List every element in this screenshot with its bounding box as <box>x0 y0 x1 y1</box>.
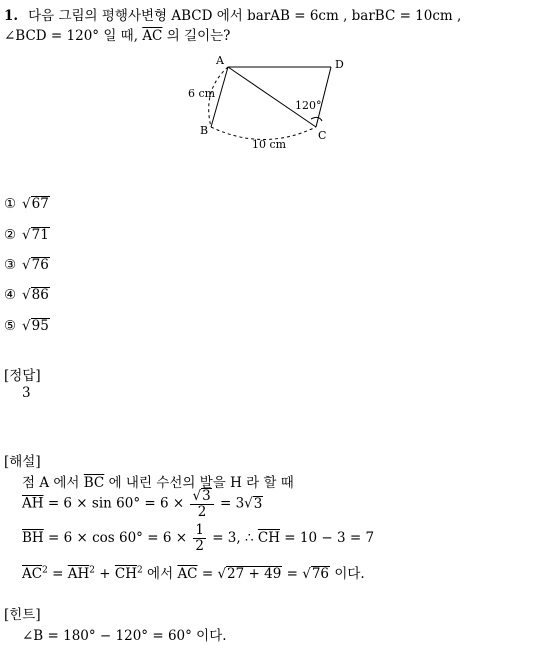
question-text-1: 다음 그림의 평행사변형 ABCD 에서 barAB = 6cm , barBC = 10cm , <box>28 8 462 24</box>
expl-text: = <box>201 566 214 582</box>
expl-ah: $\overline{AH}$ <box>22 495 44 512</box>
expl-ah: $\overline{AH}$ <box>67 566 90 582</box>
exponent: 2 <box>42 565 48 576</box>
radicand: 3 <box>253 495 263 512</box>
expl-text: = 6 × cos 60° = 6 × <box>48 530 188 546</box>
label-ab-length: 6 cm <box>188 87 216 100</box>
choice-radicand: 86 <box>31 287 49 303</box>
question-end-text: 의 길이는? <box>166 28 231 44</box>
fraction-1-over-2 <box>193 523 206 554</box>
choice-5[interactable] <box>4 318 50 334</box>
label-bc-length: 10 cm <box>252 138 287 151</box>
sqrt-symbol: √ <box>244 495 253 512</box>
choice-mark: ② <box>4 227 17 243</box>
hint-text: ∠B = 180° − 120° = 60° 이다. <box>22 628 227 644</box>
diagonal-ac <box>228 67 316 127</box>
expl-ch: $\overline{CH}$ <box>114 566 138 582</box>
question-ac: $\overline{AC}$ <box>142 28 163 44</box>
exponent: 2 <box>89 565 95 576</box>
expl-text: = <box>52 566 64 582</box>
fraction-denominator: 2 <box>195 538 204 554</box>
question-line-1 <box>4 4 461 24</box>
sqrt-symbol: √ <box>217 566 227 582</box>
expl-bh: $\overline{BH}$ <box>22 530 44 546</box>
expl-text: 에서 <box>147 566 174 582</box>
radicand: 3 <box>202 488 211 504</box>
label-d: D <box>335 58 344 71</box>
expl-ac: $\overline{AC}$ <box>22 566 43 582</box>
choice-2[interactable] <box>4 227 50 243</box>
label-b: B <box>200 124 209 137</box>
choice-3[interactable] <box>4 257 50 273</box>
hint-title: [힌트] <box>4 607 41 623</box>
expl-text: 이다. <box>334 566 365 582</box>
choice-1[interactable] <box>4 196 50 212</box>
choice-radicand: 67 <box>31 196 49 212</box>
expl-text: = 6 × sin 60° = 6 × <box>47 495 185 512</box>
expl-text: 에 내린 수선의 발을 H 라 할 때 <box>108 475 294 491</box>
sqrt-symbol: √ <box>302 566 311 582</box>
label-angle-120: 120° <box>295 99 322 112</box>
choice-radicand: 76 <box>31 257 49 273</box>
answer-title: [정답] <box>4 368 41 384</box>
choice-mark: ③ <box>4 257 17 273</box>
exponent: 2 <box>137 565 143 576</box>
label-c: C <box>318 129 327 142</box>
radicand: 76 <box>311 566 330 582</box>
choice-radicand: 95 <box>31 318 49 334</box>
choice-mark: ④ <box>4 287 17 303</box>
choice-mark: ① <box>4 196 17 212</box>
explanation-line-2 <box>22 488 263 520</box>
expl-ac: $\overline{AC}$ <box>177 566 198 582</box>
expl-ch: $\overline{CH}$ <box>257 530 280 546</box>
fraction-numerator: 1 <box>195 522 204 538</box>
question-line-2 <box>4 24 230 44</box>
expl-bc: $\overline{BC}$ <box>83 475 105 491</box>
sqrt-symbol: √ <box>22 227 31 243</box>
question-number: 1. <box>4 8 19 24</box>
sqrt-symbol: √ <box>22 196 31 212</box>
radicand: 27 + 49 <box>227 566 282 582</box>
fraction-denominator: 2 <box>197 504 207 520</box>
explanation-line-4 <box>22 562 365 582</box>
choice-radicand: 71 <box>31 227 49 243</box>
sqrt-symbol: √ <box>22 287 31 303</box>
explanation-title: [해설] <box>4 454 41 470</box>
sqrt-symbol: √ <box>192 488 202 504</box>
choice-4[interactable] <box>4 287 50 303</box>
question-angle-text: ∠BCD = 120° 일 때, <box>4 28 139 44</box>
expl-text: = <box>286 566 298 582</box>
fraction-numerator <box>190 488 213 505</box>
sqrt-symbol: √ <box>22 257 31 273</box>
angle-arc-c <box>311 117 322 121</box>
expl-text: = 10 − 3 = 7 <box>284 530 375 546</box>
expl-text: = 3, ∴ <box>212 530 254 546</box>
label-a: A <box>216 54 224 67</box>
explanation-line-3 <box>22 523 374 554</box>
expl-text: = 3 <box>219 495 245 512</box>
fraction-sqrt3-over-2 <box>190 488 213 520</box>
expl-text: 점 A 에서 <box>22 475 80 491</box>
answer-value: 3 <box>22 385 31 401</box>
parallelogram-figure <box>180 50 370 160</box>
sqrt-symbol: √ <box>22 318 31 334</box>
choice-mark: ⑤ <box>4 318 17 334</box>
expl-text: + <box>99 566 111 582</box>
